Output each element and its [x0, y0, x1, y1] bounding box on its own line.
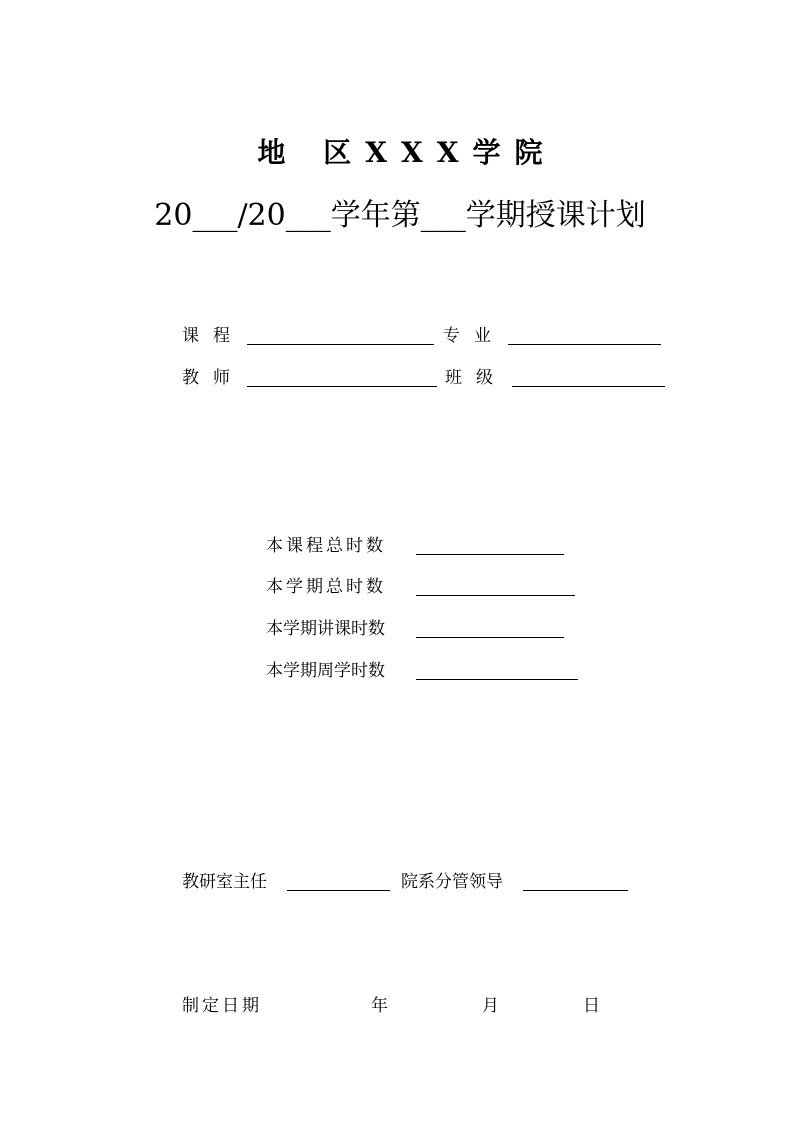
course-field[interactable] — [247, 344, 434, 345]
date-label: 制定日期 — [182, 996, 262, 1016]
plan-title: 20___/20___学年第___学期授课计划 — [154, 198, 646, 233]
class-label: 班级 — [445, 368, 507, 388]
weekly-hours-field[interactable] — [416, 679, 578, 680]
course-label: 课程 — [182, 326, 244, 346]
dept-leader-label: 院系分管领导 — [401, 872, 503, 892]
semester-total-hours-field[interactable] — [416, 595, 575, 596]
date-day: 日 — [583, 996, 600, 1016]
class-field[interactable] — [512, 386, 665, 387]
director-field[interactable] — [287, 890, 390, 891]
major-field[interactable] — [508, 344, 661, 345]
teacher-label: 教师 — [182, 368, 244, 388]
total-hours-label: 本课程总时数 — [266, 536, 386, 556]
semester-lecture-hours-label: 本学期讲课时数 — [266, 619, 385, 639]
dept-leader-field[interactable] — [523, 890, 628, 891]
semester-lecture-hours-field[interactable] — [416, 637, 564, 638]
school-name: 地 区XXX学院 — [257, 136, 557, 169]
date-month: 月 — [482, 996, 499, 1016]
date-year: 年 — [371, 996, 388, 1016]
semester-total-hours-label: 本学期总时数 — [266, 577, 386, 597]
director-label: 教研室主任 — [182, 872, 267, 892]
major-label: 专业 — [443, 326, 505, 346]
weekly-hours-label: 本学期周学时数 — [266, 661, 385, 681]
teacher-field[interactable] — [247, 386, 437, 387]
total-hours-field[interactable] — [416, 554, 564, 555]
